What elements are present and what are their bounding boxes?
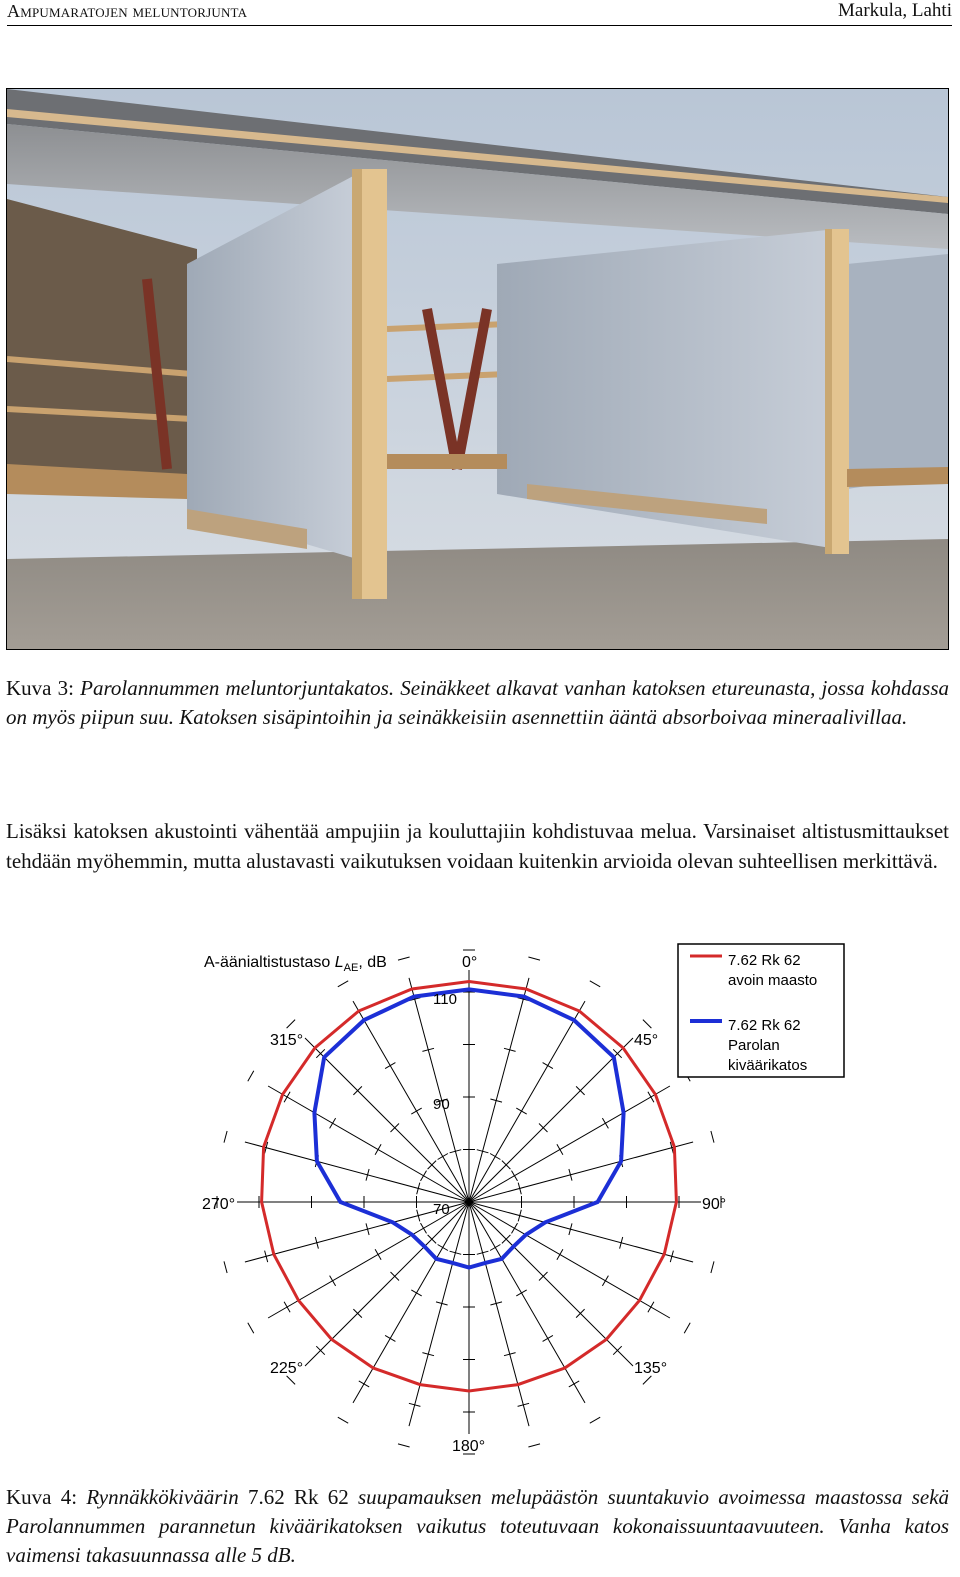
spoke-315: [305, 1038, 469, 1202]
legend-label-open-field-line1: 7.62 Rk 62: [728, 952, 801, 969]
spoke-tick: [411, 1108, 421, 1114]
spoke-45: [469, 1038, 633, 1202]
radial-tick-label-70: 70: [433, 1201, 450, 1218]
figure3-caption: [6, 674, 949, 732]
spoke-60: [469, 1086, 670, 1202]
spoke-tick: [421, 1223, 427, 1233]
spoke-tick: [421, 1171, 427, 1181]
spoke-225: [305, 1202, 469, 1366]
spoke-tick: [287, 1020, 296, 1029]
spoke-195: [409, 1202, 469, 1426]
legend-label-parola-line3: kiväärikatos: [728, 1057, 808, 1074]
figure4-caption: [6, 1483, 949, 1570]
spoke-105: [469, 1202, 693, 1262]
radial-tick-label-110: 110: [433, 991, 457, 1008]
spoke-tick: [590, 1417, 600, 1423]
spoke-75: [469, 1142, 693, 1202]
spoke-tick: [338, 981, 348, 987]
spoke-tick: [528, 957, 540, 960]
figure3-text: Parolannummen meluntorjuntakatos. Seinäkkeet alkavat vanhan katoksen etureunasta, jossa kohdassa on myös piipun suu. Katoksen sisäpintoihin ja seinäkkeisiin asennettiin ääntä absorboivaa mineraalivillaa.: [6, 676, 949, 729]
chart-title: A-äänialtistustaso $L_{AE}$, dB: [204, 954, 387, 974]
spoke-15: [469, 978, 529, 1202]
polar-chart-svg: [190, 935, 870, 1465]
spoke-tick: [684, 1323, 690, 1333]
spoke-tick: [359, 1381, 369, 1387]
spoke-330: [353, 1001, 469, 1202]
spoke-tick: [224, 1131, 227, 1143]
spoke-tick: [602, 1118, 608, 1128]
spoke-tick: [648, 1302, 654, 1312]
spoke-tick: [543, 1335, 553, 1341]
angle-label-270: 270°: [202, 1196, 236, 1213]
angular-grid: [217, 950, 721, 1454]
spoke-tick: [385, 1335, 395, 1341]
spoke-tick: [490, 1245, 500, 1251]
spoke-tick: [516, 1290, 526, 1296]
body-paragraph: Lisäksi katoksen akustointi vähentää ampujiin ja kouluttajiin kohdistuvaa melua. Varsinaiset altistusmittaukset tehdään myöhemmin, mutta alustavasti vaikutuksen voidaan kuitenkin arvioida olevan suhteellisen merkittävä.: [6, 819, 949, 873]
spoke-tick: [557, 1249, 563, 1259]
page-header: [7, 0, 952, 26]
spoke-tick: [711, 1131, 714, 1143]
spoke-tick: [338, 1417, 348, 1423]
spoke-tick: [643, 1020, 652, 1029]
spoke-tick: [224, 1261, 227, 1273]
shelter-photo: [6, 88, 949, 650]
angle-label-45: 45°: [634, 1032, 659, 1049]
spoke-tick: [330, 1276, 336, 1286]
spoke-tick: [528, 1444, 540, 1447]
spoke-tick: [330, 1118, 336, 1128]
spoke-tick: [490, 1154, 500, 1160]
spoke-tick: [284, 1302, 290, 1312]
angle-label-315: 315°: [270, 1032, 304, 1049]
spoke-tick: [557, 1144, 563, 1154]
spoke-tick: [248, 1323, 254, 1333]
angle-label-90: 90°: [702, 1196, 727, 1213]
spoke-135: [469, 1202, 633, 1366]
spoke-tick: [411, 1290, 421, 1296]
spoke-tick: [543, 1063, 553, 1069]
spoke-tick: [398, 1444, 410, 1447]
spoke-tick: [287, 1376, 296, 1385]
spoke-tick: [711, 1261, 714, 1273]
spoke-tick: [375, 1249, 381, 1259]
spoke-tick: [385, 1063, 395, 1069]
angle-label-135: 135°: [634, 1360, 668, 1377]
angle-label-225: 225°: [270, 1360, 304, 1377]
legend-label-open-field-line2: avoin maasto: [728, 972, 818, 989]
figure4-text: Rynnäkkökiväärin 7.62 Rk 62 suupamauksen melupäästön suuntakuvio avoimessa maastossa sekä Parolannummen parannetun kiväärikatoksen vaikutus toteutuvaan kokonaissuuntaavuuteen. Vanha katos vaimensi takasuunnassa alle 5 dB.: [6, 1485, 950, 1567]
polar-chart: [190, 935, 870, 1465]
spoke-285: [245, 1142, 469, 1202]
spoke-30: [469, 1001, 585, 1202]
spoke-tick: [375, 1144, 381, 1154]
figure3-label: Kuva 3:: [6, 676, 74, 700]
spoke-tick: [438, 1245, 448, 1251]
radial-tick-label-90: 90: [433, 1096, 450, 1113]
angle-label-0: 0°: [462, 954, 478, 971]
spoke-165: [469, 1202, 529, 1426]
legend-label-parola-line1: 7.62 Rk 62: [728, 1017, 801, 1034]
spoke-tick: [516, 1108, 526, 1114]
shelter-photo-drawing: [7, 89, 948, 649]
header-title: Ampumaratojen meluntorjunta: [7, 1, 248, 21]
spoke-tick: [643, 1376, 652, 1385]
legend-label-parola-line2: Parolan: [728, 1037, 780, 1054]
spoke-tick: [248, 1071, 254, 1081]
spoke-345: [409, 978, 469, 1202]
spoke-tick: [602, 1276, 608, 1286]
header-authors: Markula, Lahti: [838, 0, 952, 21]
spoke-tick: [512, 1223, 518, 1233]
spoke-tick: [438, 1154, 448, 1160]
spoke-tick: [512, 1171, 518, 1181]
spoke-tick: [398, 957, 410, 960]
angle-label-180: 180°: [452, 1438, 486, 1455]
spoke-tick: [590, 981, 600, 987]
figure4-label: Kuva 4:: [6, 1485, 78, 1509]
spoke-tick: [569, 1381, 579, 1387]
